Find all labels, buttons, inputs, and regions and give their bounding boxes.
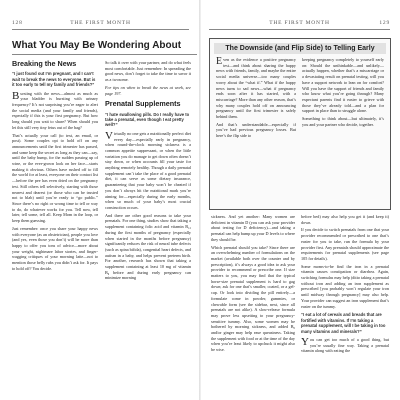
sidebar-box-column-1 xyxy=(216,57,296,205)
page-number-right: 129 xyxy=(379,20,390,26)
sidebar-paragraph-4: Something to think about—but ultimately, it’s you and your partner who decide, together. xyxy=(302,116,384,127)
sidebar-paragraph-2: And that’s understandable—especially if you’ve had previous pregnancy losses. But here’s the flip side to xyxy=(216,121,296,139)
sidebar-paragraph-1: Even as the evidence a positive pregnancy test—and think about sharing the happy news with friends, family, and maybe the entire social media universe—too many couples worry about the “what if.” What if the happy news turns to sad news—what if pregnancy ends soon after it has started, with a miscarriage? More than any other reason, that’s why many couples hold off on announcing pregnancy until the first trimester is safely behind them. xyxy=(216,57,296,120)
paragraph-prenatal-1: Virtually no one gets a nutritionally perfect diet every day—especially early in pregnancy, when round-the-clock morning sickness is a common appetite suppressant, or when the little variation you do manage to get down often doesn’t stay down, or when accounts fill your taste for anything remotely healthy. Though a daily prenatal supplement can’t take the place of a good prenatal diet, it can serve as some dietary insurance, guaranteeing that your baby won’t be cheated if you don’t always hit the nutritional mark you’re aiming for—especially during the early months, when so much of your baby’s most crucial construction occurs. xyxy=(105,129,191,210)
section-heading-prenatal-supplements: Prenatal Supplements xyxy=(105,99,181,109)
paragraph-work-tips: For tips on when to break the news at work, see page 197. xyxy=(105,84,191,96)
sidebar-box-column-2 xyxy=(302,57,384,205)
sidebar-box-title: The Downside (and Flip Side) to Telling Early xyxy=(214,43,386,54)
paragraph-which-prenatal: Which prenatal should you take? Since there are an overwhelming number of formulations on the market (available both over the counter and by prescription), it’s always a good idea to ask your provider to recommend or prescribe one. If size matters to you, you may find that the typical horse-size prenatal supplement is hard to gag down; ask for one that’s smaller, coated, or a gel-cap. Or look into dividing the pill entirely—a formulate come in powder, gummies, or chewable form (see the sidebar, next, since all prenatals are not alike). A slow-release formula may prove less upsetting to your pregnancy-sensitive tummy. Also, some women may be bothered by morning sickness, and added B₆ and/or ginger may help ease queasiness. Taking the supplement with food or at the time of the day when you’re least likely to upchuck it might also be wise. xyxy=(211,244,295,353)
paragraph-prenatal-2: And there are other good reasons to take your prenatals. For one thing, studies show that taking a supplement containing folic acid and vitamin B₁₂ during the first months of pregnancy (especially when started in the months before pregnancy) significantly reduces the risk of neural tube defects (such as spina bifida), congenital heart defects, and autism in a baby, and helps prevent preterm birth. For another, research has shown that taking a supplement containing at least 10 mg of vitamin B₆ before and during early pregnancy can minimize morning xyxy=(105,212,191,281)
right-column-2 xyxy=(301,214,389,394)
paragraph-breaking-news-1: Bursting with the news—almost as much as your bladder is bursting with urinary frequency? It’s not surprising you’re eager to alert the social media (and your family and friends), especially if this is your first pregnancy. But how long should you wait to share? When should you let this still very tiny fetus out of the bag? xyxy=(12,89,98,130)
chapter-title: What You May Be Wondering About xyxy=(12,40,182,51)
question-breaking-news: “I just found out I’m pregnant, and I can’t wait to break the news to everyone. But is it too early to tell my family and friends?” xyxy=(12,71,96,88)
paragraph-breaking-news-3: Just remember: once you share your happy news with everyone (as an obstetrician), people you love (and yes, even those you don’t) will be more than happy to offer you tons of advice—more about your weight, nightmare labor stories, and finger-wagging critiques of your morning latte—not to mention those belly rubs you didn’t ask for. It pays to hold off? You decide. xyxy=(12,225,98,271)
right-column-1 xyxy=(211,214,295,394)
paragraph-too-much: You can get too much of a good thing, but you’re usually fine way. Taking a prenatal vitamin along with eating the xyxy=(301,336,389,354)
paragraph-iron: Some moms-to-be find the iron in a prenatal vitamin causes constipation or diarrhea. Again, switching formulas may help (ditto taking a prenatal without iron and adding an iron supplement as prescribed [you probably won’t regulate your iron until midway through pregnancy] may also help. Your provider can suggest an iron supplement that’s easier on the tummy. xyxy=(301,263,389,309)
running-head-text-left: THE FIRST MONTH xyxy=(70,20,131,26)
page-number-left: 128 xyxy=(12,20,23,26)
right-page xyxy=(201,0,400,400)
paragraph-breaking-news-2: That’s actually your call (to text, an email, or post). Some couples opt to hold off on any announcements until the first trimester has passed, and some keep the secret as long as they can—say, until the baby bump, for the sudden passing up of wine, or the ever-grown look on her face—starts making it obvious. Others have rushed off to fill the world for at least, everyone on their contact list—before the pee has even dried on the pregnancy test. Still others tell selectively, starting with those nearest and dearest (or those who can be trusted not to blab) until you’re ready to “go public.” Since there’s no right or wrong time to tell or way to do, do whatever works for you. Tell now, tell later, tell some, tell all. Keep Mom in the loop, or keep them guessing. xyxy=(12,132,98,224)
paragraph-sickness: sickness. And yet another: Many women are deficient in vitamin D (you can ask your provider about testing for D deficiency)—and taking a prenatal can help bump up your D levels to where they should be. xyxy=(211,214,295,242)
sidebar-paragraph-3: keeping pregnancy completely to yourself early on: Should the unthinkable—and unlikely—actually happen, whether that’s a miscarriage or a devastating result on prenatal testing, will you have a support network to lean on for comfort? Will you have the support of friends and family who know what you’re going through? Many expectant parents find it easier to grieve with those they’ve already told—and a plan for support in place than to struggle alone. xyxy=(302,57,384,114)
left-page xyxy=(0,0,199,400)
paragraph-talk-it-over: So talk it over with your partner, and do what feels most comfortable. Just remember: In spreading the good news, don’t forget to take the time to savor it as a twosome. xyxy=(105,60,191,83)
section-heading-breaking-news: Breaking the News xyxy=(12,60,77,68)
title-rule xyxy=(12,54,197,55)
paragraph-switch-prenatals: If you decide to switch prenatals from one that your provider recommended or prescribed to one that’s easier for you to take, run the formula by your provider first. Any prenatals should approximate the requirements for prenatal supplements (see page 105 for details). xyxy=(301,227,389,261)
running-head-text-right: THE FIRST MONTH xyxy=(269,20,330,26)
left-column-2 xyxy=(105,60,191,395)
question-prenatal: “I hate swallowing pills. Do I really have to take a prenatal, even though I eat pretty well?” xyxy=(105,111,190,128)
sidebar-box xyxy=(209,38,391,210)
left-column-1 xyxy=(12,60,98,395)
running-head-right xyxy=(209,20,390,30)
question-fortified-foods: “I eat a lot of cereals and breads that are fortified with vitamins. If I’m taking a prenatal supplement, will I be taking in too many vitamins and minerals?” xyxy=(301,312,386,334)
paragraph-before-bed: before bed) may also help you get it (and keep it) down. xyxy=(301,214,389,225)
running-head-left xyxy=(12,20,189,30)
